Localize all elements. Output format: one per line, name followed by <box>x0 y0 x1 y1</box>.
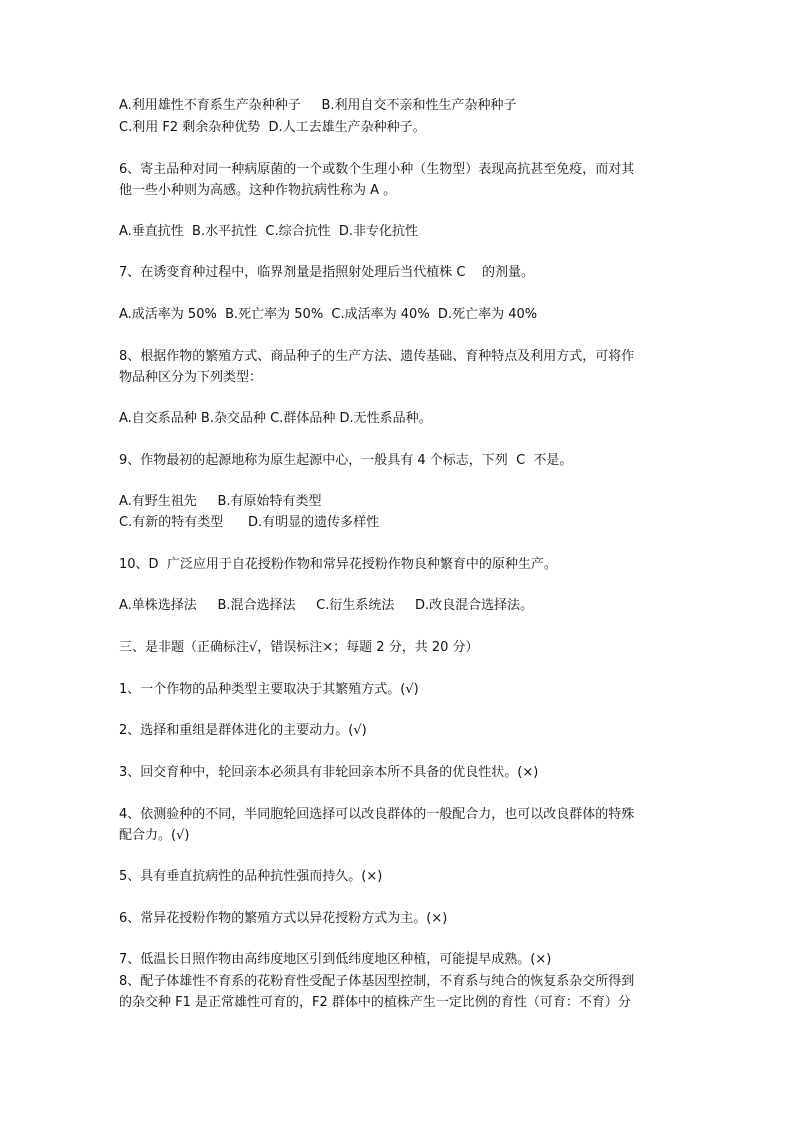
q8-stem-line-1: 8、根据作物的繁殖方式、商品种子的生产方法、遗传基础、育种特点及利用方式，可将作 <box>119 349 635 364</box>
tf-item-2: 2、选择和重组是群体进化的主要动力。(√) <box>119 723 367 738</box>
tf-item-8-line-1: 8、配子体雄性不育系的花粉育性受配子体基因型控制，不育系与纯合的恢复系杂交所得到 <box>119 974 635 989</box>
tf-item-3: 3、回交育种中，轮回亲本必须具有非轮回亲本所不具备的优良性状。(×) <box>119 765 539 780</box>
q6-stem-line-1: 6、寄主品种对同一种病原菌的一个或数个生理小种（生物型）表现高抗甚至免疫，而对其 <box>119 162 635 177</box>
q6-stem-line-2: 他一些小种则为高感。这种作物抗病性称为 A 。 <box>119 183 397 198</box>
section-3-heading: 三、是非题（正确标注√，错误标注×；每题 2 分，共 20 分） <box>119 640 479 655</box>
tf-item-1: 1、一个作物的品种类型主要取决于其繁殖方式。(√) <box>119 682 419 697</box>
tf-item-7: 7、低温长日照作物由高纬度地区引到低纬度地区种植，可能提早成熟。(×) <box>119 952 552 967</box>
tf-item-4-line-1: 4、依测验种的不同，半同胞轮回选择可以改良群体的一般配合力，也可以改良群体的特殊 <box>119 807 635 822</box>
q6-options: A.垂直抗性 B.水平抗性 C.综合抗性 D.非专化抗性 <box>119 224 418 239</box>
q8-stem-line-2: 物品种区分为下列类型： <box>119 370 263 385</box>
tf-item-4-line-2: 配合力。(√) <box>119 828 190 843</box>
q8-options: A.自交系品种 B.杂交品种 C.群体品种 D.无性系品种。 <box>119 411 432 426</box>
q9-stem: 9、作物最初的起源地称为原生起源中心，一般具有 4 个标志，下列 C 不是。 <box>119 453 573 468</box>
q9-options-line-2: C.有新的特有类型 D.有明显的遗传多样性 <box>119 515 380 530</box>
tf-item-5: 5、具有垂直抗病性的品种抗性强而持久。(×) <box>119 869 383 884</box>
q5-options-line-1: A.利用雄性不育系生产杂种种子 B.利用自交不亲和性生产杂种种子 <box>119 98 517 113</box>
q5-options-line-2: C.利用 F2 剩余杂种优势 D.人工去雄生产杂种种子。 <box>119 120 426 135</box>
tf-item-6: 6、常异花授粉作物的繁殖方式以异花授粉方式为主。(×) <box>119 911 448 926</box>
q10-stem: 10、D 广泛应用于自花授粉作物和常异花授粉作物良种繁育中的原种生产。 <box>119 557 557 572</box>
q9-options-line-1: A.有野生祖先 B.有原始特有类型 <box>119 494 322 509</box>
tf-item-8-line-2: 的杂交种 F1 是正常雄性可育的，F2 群体中的植株产生一定比例的育性（可育：不育）分 <box>119 995 631 1010</box>
q10-options: A.单株选择法 B.混合选择法 C.衍生系统法 D.改良混合选择法。 <box>119 598 534 613</box>
q7-stem: 7、在诱变育种过程中，临界剂量是指照射处理后当代植株 C 的剂量。 <box>119 265 535 280</box>
q7-options: A.成活率为 50% B.死亡率为 50% C.成活率为 40% D.死亡率为 40% <box>119 307 538 322</box>
